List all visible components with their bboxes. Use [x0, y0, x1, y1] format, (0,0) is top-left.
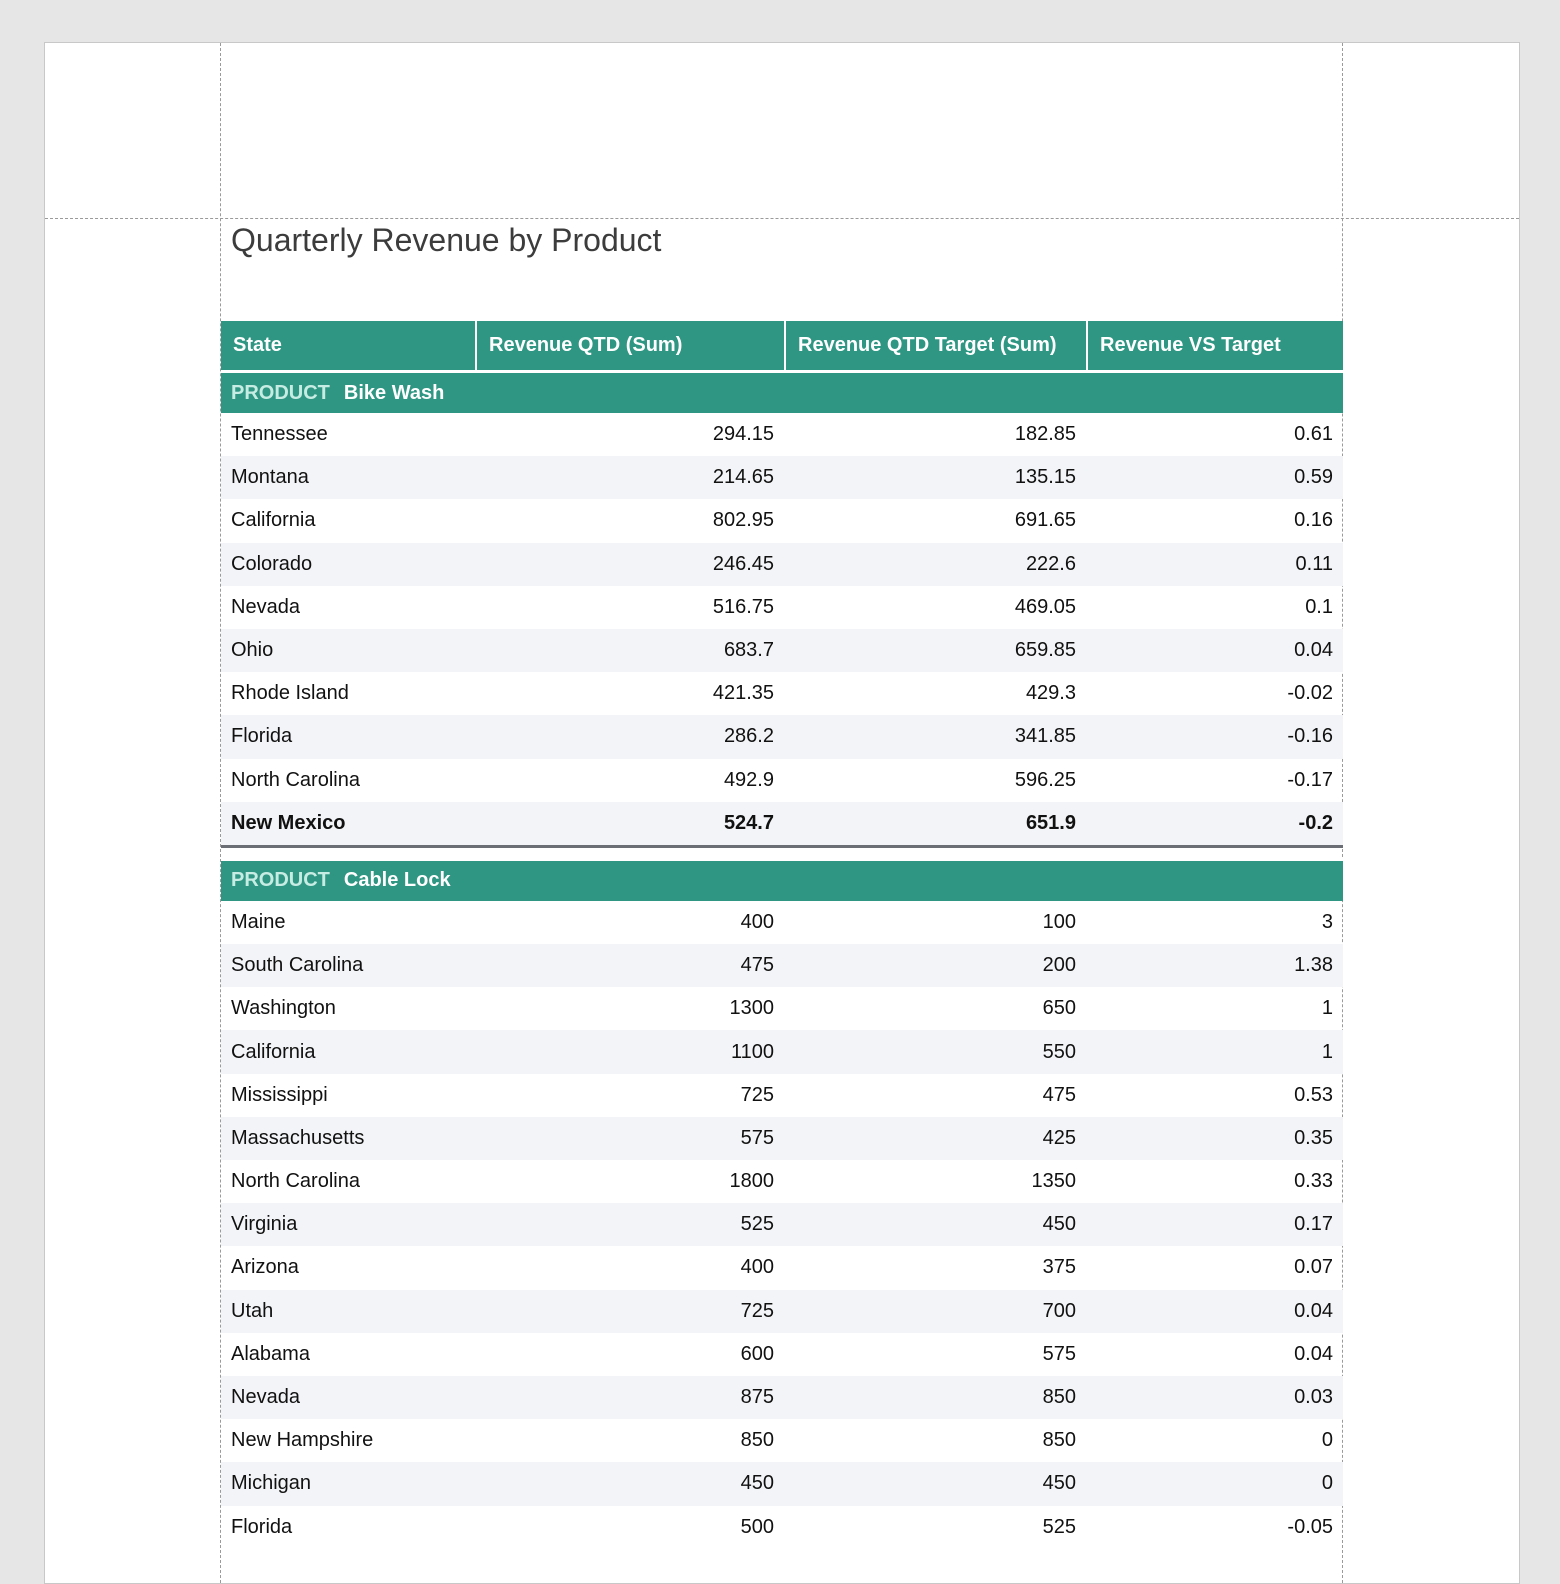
- table-row: [221, 1419, 1343, 1462]
- table-row: [221, 629, 1343, 672]
- cell-revenue-target: 850: [1042, 1429, 1076, 1452]
- cell-revenue-target: 222.6: [1025, 552, 1076, 575]
- cell-revenue-vs-target: 1: [1321, 1040, 1333, 1063]
- cell-revenue-vs-target: -0.17: [1287, 768, 1333, 791]
- table-row: [221, 715, 1343, 758]
- cell-revenue-target: 525: [1042, 1515, 1076, 1538]
- cell-state: South Carolina: [231, 954, 364, 977]
- cell-revenue-vs-target: 0.33: [1294, 1170, 1333, 1193]
- table-row: [221, 901, 1343, 944]
- cell-state: Tennessee: [231, 423, 328, 446]
- cell-revenue-vs-target: 0.59: [1294, 466, 1333, 489]
- group-name: Bike Wash: [343, 381, 445, 404]
- cell-state: California: [231, 1040, 316, 1063]
- cell-revenue-qtd: 600: [740, 1342, 774, 1365]
- cell-revenue-target: 450: [1042, 1213, 1076, 1236]
- report-title: Quarterly Revenue by Product: [231, 222, 662, 258]
- cell-revenue-target: 550: [1042, 1040, 1076, 1063]
- cell-revenue-vs-target: 1.38: [1294, 954, 1333, 977]
- cell-revenue-target: 475: [1042, 1083, 1076, 1106]
- cell-state: Alabama: [231, 1342, 310, 1365]
- cell-state: Mississippi: [231, 1083, 328, 1106]
- cell-revenue-vs-target: 0.11: [1295, 552, 1333, 575]
- table-row: [221, 759, 1343, 802]
- table-row: [221, 1333, 1343, 1376]
- table-row: [221, 1030, 1343, 1073]
- cell-revenue-qtd: 802.95: [712, 509, 774, 532]
- table-row: [221, 499, 1343, 542]
- cell-revenue-vs-target: -0.16: [1287, 725, 1333, 748]
- cell-revenue-target: 100: [1042, 910, 1076, 933]
- cell-revenue-target: 596.25: [1014, 768, 1076, 791]
- group-rows: [221, 901, 1343, 1549]
- cell-revenue-vs-target: -0.02: [1287, 682, 1333, 705]
- table-header: [221, 321, 1343, 370]
- cell-revenue-qtd: 492.9: [723, 768, 774, 791]
- table-row: [221, 672, 1343, 715]
- cell-revenue-target: 375: [1042, 1256, 1076, 1279]
- cell-revenue-target: 691.65: [1014, 509, 1076, 532]
- cell-revenue-vs-target: -0.2: [1298, 811, 1333, 834]
- cell-revenue-qtd: 294.15: [712, 423, 774, 446]
- table-row: [221, 1290, 1343, 1333]
- cell-revenue-target: 429.3: [1025, 682, 1076, 705]
- cell-revenue-target: 651.9: [1025, 811, 1076, 834]
- cell-revenue-qtd: 1100: [730, 1040, 774, 1063]
- group-spacer: [221, 848, 1343, 858]
- cell-state: Nevada: [231, 595, 300, 618]
- cell-revenue-vs-target: 0.53: [1294, 1083, 1333, 1106]
- cell-revenue-qtd: 400: [740, 910, 774, 933]
- table-row: [221, 1462, 1343, 1505]
- cell-revenue-qtd: 286.2: [723, 725, 774, 748]
- table-row: [221, 1246, 1343, 1289]
- column-header-revenue-target: Revenue QTD Target (Sum): [784, 321, 1086, 370]
- cell-state: Florida: [231, 725, 293, 748]
- cell-revenue-qtd: 246.45: [712, 552, 774, 575]
- cell-state: Colorado: [231, 552, 313, 575]
- cell-revenue-target: 1350: [1031, 1170, 1076, 1193]
- table-row: [221, 413, 1343, 456]
- cell-state: New Mexico: [231, 811, 346, 834]
- cell-revenue-vs-target: 0.04: [1294, 1299, 1333, 1322]
- cell-state: California: [231, 509, 316, 532]
- group-header: [221, 370, 1343, 413]
- cell-state: North Carolina: [231, 1170, 360, 1193]
- cell-state: Rhode Island: [231, 682, 349, 705]
- group-header: [221, 858, 1343, 901]
- cell-revenue-qtd: 1800: [729, 1170, 774, 1193]
- table-row: [221, 456, 1343, 499]
- cell-revenue-target: 182.85: [1014, 423, 1076, 446]
- table-row: [221, 1203, 1343, 1246]
- cell-revenue-vs-target: 0.03: [1294, 1386, 1333, 1409]
- cell-revenue-vs-target: 0.35: [1294, 1126, 1333, 1149]
- cell-state: Virginia: [231, 1213, 298, 1236]
- cell-revenue-qtd: 450: [740, 1472, 774, 1495]
- cell-state: Washington: [231, 997, 336, 1020]
- cell-revenue-vs-target: 0.17: [1294, 1213, 1333, 1236]
- cell-revenue-target: 659.85: [1014, 639, 1076, 662]
- cell-revenue-qtd: 475: [740, 954, 774, 977]
- cell-revenue-target: 850: [1042, 1386, 1076, 1409]
- cell-state: Arizona: [231, 1256, 299, 1279]
- group-label: PRODUCT: [231, 869, 330, 892]
- cell-revenue-target: 135.15: [1014, 466, 1076, 489]
- cell-revenue-target: 700: [1042, 1299, 1076, 1322]
- group-label: PRODUCT: [231, 381, 330, 404]
- cell-revenue-qtd: 725: [740, 1299, 774, 1322]
- cell-state: Florida: [231, 1515, 293, 1538]
- cell-revenue-qtd: 400: [740, 1256, 774, 1279]
- cell-revenue-target: 425: [1042, 1126, 1076, 1149]
- cell-revenue-vs-target: 1: [1321, 997, 1333, 1020]
- cell-revenue-vs-target: 0.07: [1294, 1256, 1333, 1279]
- cell-state: Michigan: [231, 1472, 312, 1495]
- table-row: [221, 1376, 1343, 1419]
- cell-revenue-qtd: 421.35: [712, 682, 774, 705]
- table-row: [221, 1117, 1343, 1160]
- table-row: [221, 586, 1343, 629]
- cell-revenue-target: 341.85: [1014, 725, 1076, 748]
- report-body: [221, 219, 1343, 1549]
- cell-state: Ohio: [231, 639, 274, 662]
- cell-revenue-qtd: 524.7: [723, 811, 774, 834]
- cell-revenue-target: 575: [1042, 1342, 1076, 1365]
- report-page: [44, 42, 1520, 1584]
- column-header-revenue-vs-target: Revenue VS Target: [1086, 321, 1343, 370]
- cell-revenue-qtd: 683.7: [723, 639, 774, 662]
- cell-revenue-qtd: 850: [740, 1429, 774, 1452]
- cell-revenue-vs-target: 0: [1321, 1472, 1333, 1495]
- group-name: Cable Lock: [343, 869, 451, 892]
- cell-state: Nevada: [231, 1386, 300, 1409]
- cell-revenue-vs-target: 3: [1321, 910, 1333, 933]
- table-row: [221, 543, 1343, 586]
- cell-revenue-vs-target: 0.04: [1294, 1342, 1333, 1365]
- cell-revenue-target: 450: [1042, 1472, 1076, 1495]
- cell-revenue-qtd: 1300: [729, 997, 774, 1020]
- cell-revenue-vs-target: 0.04: [1294, 639, 1333, 662]
- cell-revenue-qtd: 875: [740, 1386, 774, 1409]
- group-rows: [221, 413, 1343, 848]
- cell-revenue-vs-target: 0.16: [1294, 509, 1333, 532]
- cell-revenue-target: 650: [1042, 997, 1076, 1020]
- cell-state: North Carolina: [231, 768, 360, 791]
- table-row: [221, 1160, 1343, 1203]
- cell-revenue-vs-target: 0: [1321, 1429, 1333, 1452]
- table-row: [221, 987, 1343, 1030]
- table-row: [221, 1074, 1343, 1117]
- column-header-revenue-qtd: Revenue QTD (Sum): [475, 321, 784, 370]
- cell-revenue-qtd: 516.75: [712, 595, 774, 618]
- cell-state: Utah: [231, 1299, 274, 1322]
- cell-revenue-qtd: 214.65: [712, 466, 774, 489]
- column-header-state: State: [233, 334, 282, 356]
- cell-revenue-vs-target: 0.1: [1305, 595, 1333, 618]
- cell-state: New Hampshire: [231, 1429, 374, 1452]
- cell-revenue-qtd: 500: [740, 1515, 774, 1538]
- cell-revenue-vs-target: -0.05: [1287, 1515, 1333, 1538]
- cell-revenue-qtd: 525: [740, 1213, 774, 1236]
- cell-state: Massachusetts: [231, 1126, 365, 1149]
- cell-revenue-target: 469.05: [1014, 595, 1076, 618]
- table-row-total: [221, 802, 1343, 848]
- cell-revenue-target: 200: [1042, 954, 1076, 977]
- cell-state: Montana: [231, 466, 309, 489]
- table-row: [221, 1506, 1343, 1549]
- cell-revenue-qtd: 725: [740, 1083, 774, 1106]
- table-groups: [221, 370, 1343, 1549]
- cell-revenue-qtd: 575: [740, 1126, 774, 1149]
- cell-revenue-vs-target: 0.61: [1294, 423, 1333, 446]
- cell-state: Maine: [231, 910, 286, 933]
- table-row: [221, 944, 1343, 987]
